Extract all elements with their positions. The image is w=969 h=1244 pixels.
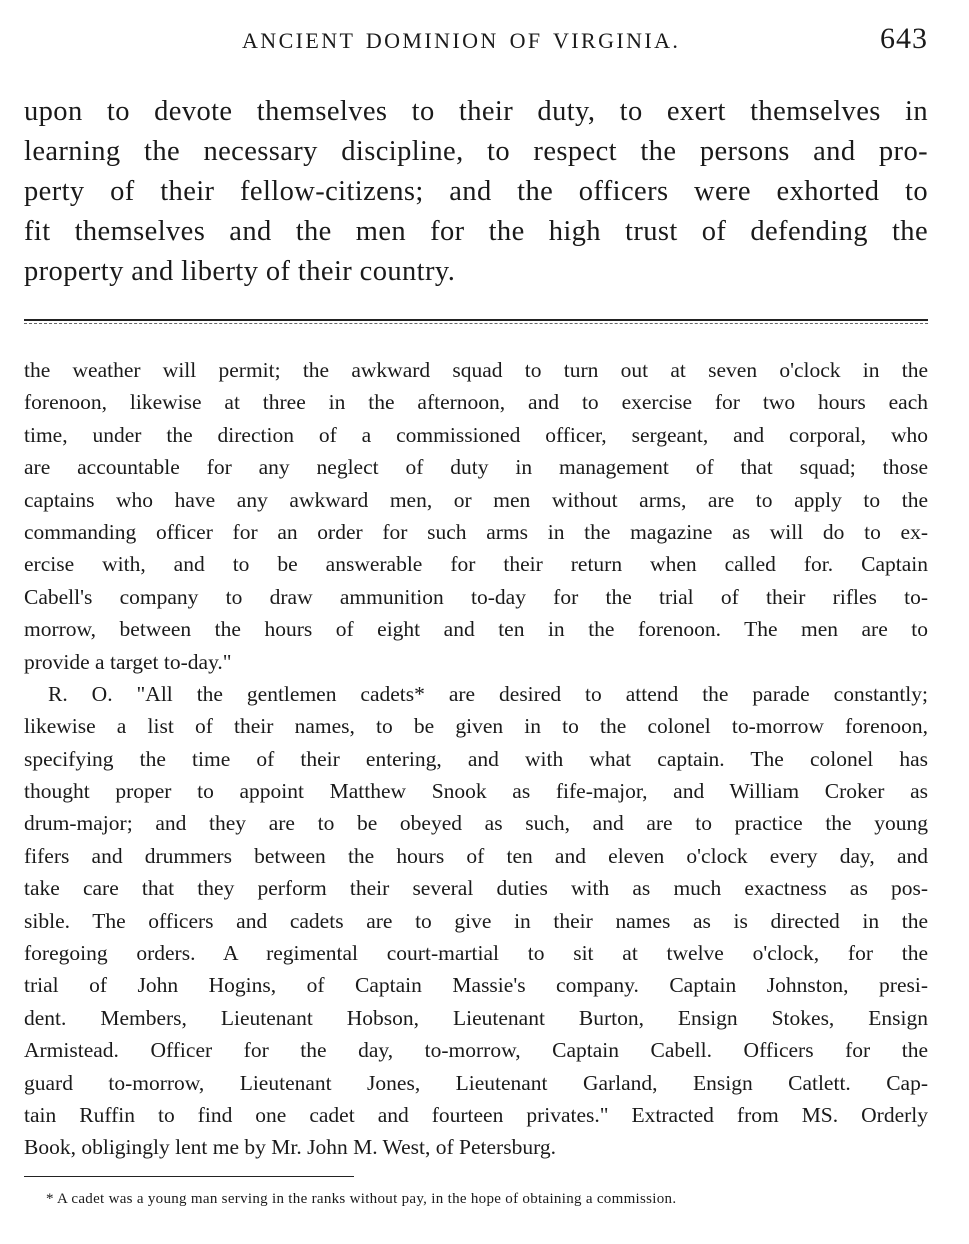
extract-line: provide a target to-day.": [24, 649, 232, 674]
extract-line: ercise with, and to be answerable for their return when called for. Captain: [24, 552, 928, 577]
extract-line: guard to-morrow, Lieutenant Jones, Lieutenant Garland, Ensign Catlett. Cap-: [24, 1070, 928, 1095]
extract-line: tain Ruffin to find one cadet and fourteen privates." Extracted from MS. Orderly: [24, 1102, 928, 1127]
extract-line: fifers and drummers between the hours of ten and eleven o'clock every day, and: [24, 843, 928, 868]
section-divider: [24, 319, 928, 321]
extract-line: Armistead. Officer for the day, to-morrow, Captain Cabell. Officers for the: [24, 1038, 928, 1063]
extract-line: take care that they perform their several duties with as much exactness as pos-: [24, 876, 928, 901]
extract-line: time, under the direction of a commissioned officer, sergeant, and corporal, who: [24, 422, 928, 447]
extract-line: likewise a list of their names, to be given in to the colonel to-morrow forenoon,: [24, 714, 928, 739]
extract-line: are accountable for any neglect of duty in management of that squad; those: [24, 455, 928, 480]
section-divider-shadow: [24, 323, 928, 324]
extract-line: R. O. "All the gentlemen cadets* are desired to attend the parade constantly;: [48, 681, 928, 706]
extract-line: sible. The officers and cadets are to give in their names as is directed in the: [24, 908, 928, 933]
extract-line: the weather will permit; the awkward squad to turn out at seven o'clock in the: [24, 358, 928, 382]
extract-line: Cabell's company to draw ammunition to-day for the trial of their rifles to-: [24, 584, 928, 609]
running-header: [24, 22, 928, 62]
footnote-rule: [24, 1176, 354, 1177]
main-text-line: fit themselves and the men for the high trust of defending the: [24, 216, 928, 247]
main-text-line: perty of their fellow-citizens; and the officers were exhorted to: [24, 176, 928, 207]
extract-line: commanding officer for an order for such arms in the magazine as will do to ex-: [24, 519, 928, 544]
extract-block: [24, 354, 928, 1164]
extract-line: foregoing orders. A regimental court-martial to sit at twelve o'clock, for the: [24, 941, 928, 966]
page-number: 643: [880, 22, 928, 55]
main-paragraph: [24, 92, 928, 292]
extract-line: drum-major; and they are to be obeyed as such, and are to practice the young: [24, 811, 928, 836]
extract-line: captains who have any awkward men, or men without arms, are to apply to the: [24, 487, 928, 512]
extract-line: trial of John Hogins, of Captain Massie's company. Captain Johnston, presi-: [24, 973, 928, 998]
extract-line: thought proper to appoint Matthew Snook as fife-major, and William Croker as: [24, 779, 928, 804]
extract-line: Book, obligingly lent me by Mr. John M. West, of Petersburg.: [24, 1135, 556, 1160]
footnote: * A cadet was a young man serving in the ranks without pay, in the hope of obtaining a commission.: [46, 1191, 677, 1207]
running-title: ANCIENT DOMINION OF VIRGINIA.: [242, 28, 681, 53]
extract-line: morrow, between the hours of eight and ten in the forenoon. The men are to: [24, 617, 928, 642]
main-text-line: upon to devote themselves to their duty, to exert themselves in: [24, 96, 928, 127]
main-text-line: property and liberty of their country.: [24, 256, 456, 287]
extract-line: dent. Members, Lieutenant Hobson, Lieutenant Burton, Ensign Stokes, Ensign: [24, 1005, 928, 1030]
extract-line: specifying the time of their entering, and with what captain. The colonel has: [24, 746, 928, 771]
extract-line: forenoon, likewise at three in the afternoon, and to exercise for two hours each: [24, 390, 928, 415]
main-text-line: learning the necessary discipline, to respect the persons and pro-: [24, 136, 928, 167]
